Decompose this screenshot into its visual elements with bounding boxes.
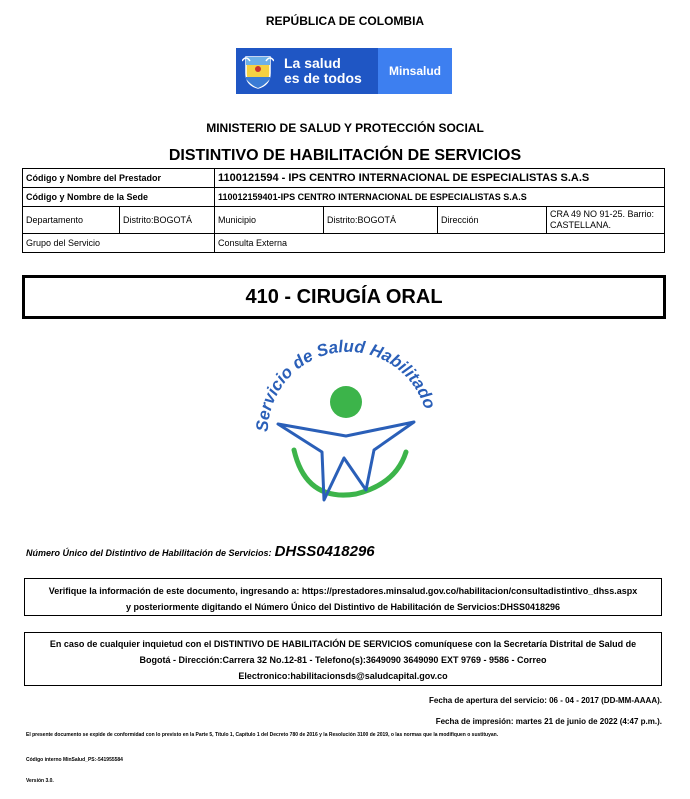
sede-value: 110012159401-IPS CENTRO INTERNACIONAL DE ESPECIALISTAS S.A.S	[215, 188, 665, 207]
prestador-value: 1100121594 - IPS CENTRO INTERNACIONAL DE ESPECIALISTAS S.A.S	[215, 169, 665, 188]
unique-number-code: DHSS0418296	[274, 543, 375, 560]
provider-info-table	[22, 168, 665, 253]
ministry-heading: MINISTERIO DE SALUD Y PROTECCIÓN SOCIAL	[206, 121, 484, 135]
seal-text: Servicio de Salud Habilitado	[252, 336, 440, 433]
unique-number-label: Número Único del Distintivo de Habilitación de Servicios:	[26, 548, 272, 558]
habilitated-seal-icon	[246, 332, 446, 532]
municipio-value: Distrito:BOGOTÁ	[324, 207, 438, 234]
table-row	[23, 188, 665, 207]
municipio-label: Municipio	[215, 207, 324, 234]
logo-brand: Minsalud	[378, 48, 452, 94]
prestador-label: Código y Nombre del Prestador	[23, 169, 215, 188]
table-row	[23, 207, 665, 234]
unique-number-row	[26, 543, 375, 561]
departamento-value: Distrito:BOGOTÁ	[120, 207, 215, 234]
direccion-label: Dirección	[438, 207, 547, 234]
print-date: Fecha de impresión: martes 21 de junio de 2022 (4:47 p.m.).	[435, 717, 662, 726]
version-label: Versión 3.0.	[26, 778, 54, 784]
contact-line3: Electronico:habilitacionsds@saludcapital.gov.co	[238, 671, 448, 681]
coat-of-arms-icon	[242, 53, 274, 89]
contact-line2: Bogotá - Dirección:Carrera 32 No.12-81 - Telefono(s):3649090 3649090 EXT 9769 - 9586 - Correo	[139, 655, 547, 665]
contact-box	[24, 632, 662, 686]
verification-box	[24, 578, 662, 616]
table-row	[23, 169, 665, 188]
logo-slogan-block	[236, 48, 378, 94]
logo-slogan-line1: La salud	[284, 55, 341, 71]
service-name-box: 410 - CIRUGÍA ORAL	[22, 275, 666, 319]
svg-text:Servicio de Salud Habilitado	[253, 337, 440, 432]
table-row	[23, 234, 665, 253]
grupo-label: Grupo del Servicio	[23, 234, 215, 253]
internal-code: Código interno MinSalud_PS:-541955584	[26, 757, 123, 763]
departamento-label: Departamento	[23, 207, 120, 234]
document-title: DISTINTIVO DE HABILITACIÓN DE SERVICIOS	[168, 147, 522, 164]
minsalud-logo	[236, 48, 452, 94]
republic-heading: REPÚBLICA DE COLOMBIA	[265, 14, 425, 28]
direccion-value: CRA 49 NO 91-25. Barrio: CASTELLANA.	[547, 207, 665, 234]
legal-notice: El presente documento se expide de conformidad con lo previsto en la Parte 5, Título 1, Capítulo 1 del Decreto 780 de 2016 y la Resolución 3100 de 2019, o las normas que la modifiquen o sustituyan.	[26, 732, 499, 738]
logo-slogan	[284, 56, 362, 86]
grupo-value: Consulta Externa	[215, 234, 665, 253]
opening-date: Fecha de apertura del servicio: 06 - 04 - 2017 (DD-MM-AAAA).	[429, 696, 662, 705]
verification-line1: Verifique la información de este documento, ingresando a: https://prestadores.minsalud.gov.co/habilitacion/consultadistintivo_dhss.aspx	[48, 586, 638, 596]
contact-line1: En caso de cualquier inquietud con el DISTINTIVO DE HABILITACIÓN DE SERVICIOS comuníquese con la Secretaría Distrital de Salud de	[49, 639, 637, 649]
logo-slogan-line2: es de todos	[284, 70, 362, 86]
verification-line2: y posteriormente digitando el Número Único del Distintivo de Habilitación de Servicios:DHSS0418296	[125, 602, 561, 612]
sede-label: Código y Nombre de la Sede	[23, 188, 215, 207]
